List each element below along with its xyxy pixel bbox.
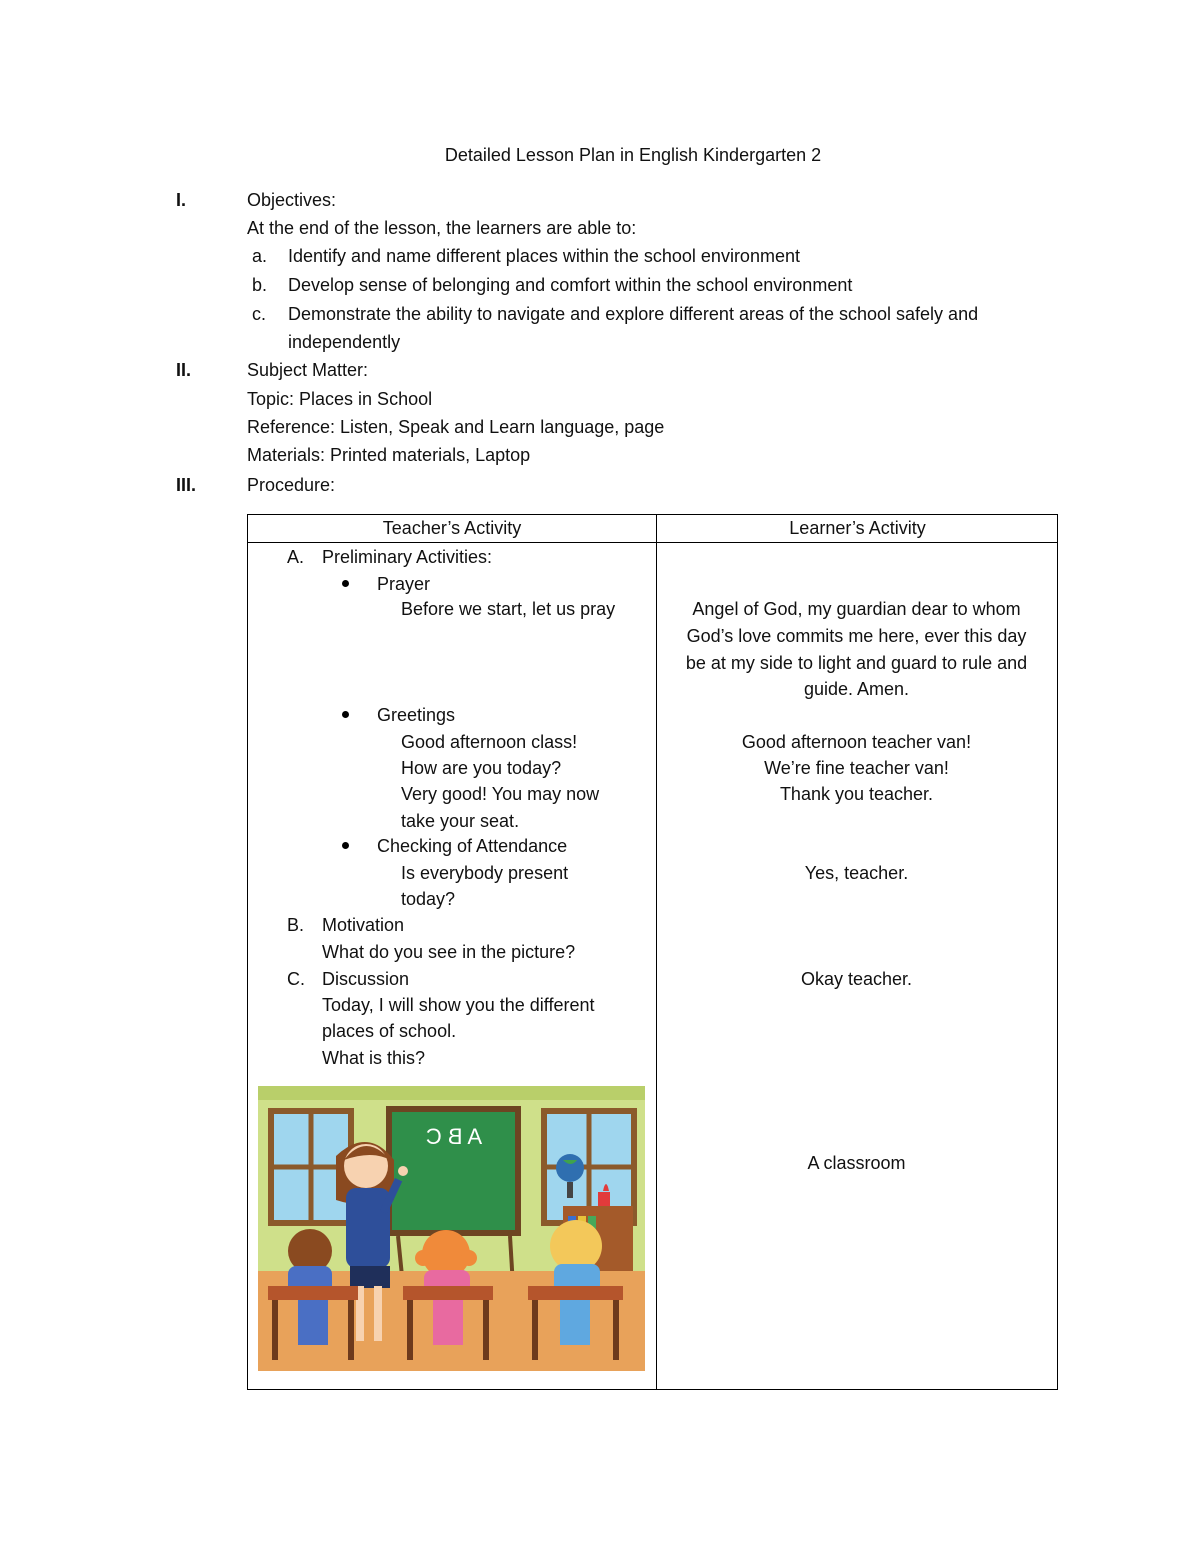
greetings-response-line: We’re fine teacher van! (764, 758, 949, 778)
prayer-response-line: guide. Amen. (803, 679, 910, 699)
objective-letter: a. (252, 246, 268, 266)
objective-item-continuation: independently (288, 332, 401, 352)
section-numeral-subject: II. (176, 360, 192, 380)
objectives-intro: At the end of the lesson, the learners are able to: (247, 218, 637, 238)
subject-topic: Topic: Places in School (247, 389, 433, 409)
motivation-question: What do you see in the picture? (322, 942, 576, 962)
greetings-response-line: Thank you teacher. (779, 784, 934, 804)
discussion-line: places of school. (322, 1021, 457, 1041)
greetings-label: Greetings (377, 705, 456, 725)
objective-item: Identify and name different places within the school environment (288, 246, 800, 266)
bullet-icon (342, 580, 349, 587)
subject-matter-heading: Subject Matter: (247, 360, 369, 380)
preliminary-activities-label: Preliminary Activities: (322, 547, 493, 567)
objective-letter: c. (252, 304, 267, 324)
procedure-heading: Procedure: (247, 475, 336, 495)
discussion-line: Today, I will show you the different (322, 995, 595, 1015)
objectives-heading: Objectives: (247, 190, 337, 210)
objective-letter: b. (252, 275, 268, 295)
attendance-teacher-line: today? (401, 889, 456, 909)
greetings-teacher-line: Good afternoon class! (401, 732, 578, 752)
objective-item: Demonstrate the ability to navigate and explore different areas of the school safely and (288, 304, 979, 324)
bullet-icon (342, 711, 349, 718)
attendance-response: Yes, teacher. (804, 863, 909, 883)
section-letter-b: B. (287, 915, 305, 935)
bullet-icon (342, 842, 349, 849)
section-numeral-objectives: I. (176, 190, 187, 210)
discussion-response: Okay teacher. (800, 969, 913, 989)
board-letters: A B C (425, 1124, 483, 1149)
motivation-label: Motivation (322, 915, 405, 935)
discussion-line: What is this? (322, 1048, 426, 1068)
greetings-teacher-line: How are you today? (401, 758, 562, 778)
subject-materials: Materials: Printed materials, Laptop (247, 445, 531, 465)
section-letter-a: A. (287, 547, 305, 567)
header-divider (248, 542, 1057, 543)
header-learner-activity: Learner’s Activity (789, 518, 926, 538)
prayer-response-line: Angel of God, my guardian dear to whom (692, 599, 1021, 619)
prayer-response-line: God’s love commits me here, ever this day (686, 626, 1027, 646)
prayer-teacher-line: Before we start, let us pray (401, 599, 616, 619)
attendance-label: Checking of Attendance (377, 836, 568, 856)
discussion-label: Discussion (322, 969, 410, 989)
prayer-label: Prayer (377, 574, 431, 594)
section-letter-c: C. (287, 969, 305, 989)
greetings-teacher-line: take your seat. (401, 811, 520, 831)
page-title: Detailed Lesson Plan in English Kindergarten 2 (444, 145, 822, 165)
classroom-answer: A classroom (807, 1153, 906, 1173)
greetings-response-line: Good afternoon teacher van! (741, 732, 972, 752)
classroom-illustration (258, 1086, 645, 1371)
section-numeral-procedure: III. (176, 475, 197, 495)
header-teacher-activity: Teacher’s Activity (382, 518, 522, 538)
attendance-teacher-line: Is everybody present (401, 863, 569, 883)
subject-reference: Reference: Listen, Speak and Learn language, page (247, 417, 665, 437)
objective-item: Develop sense of belonging and comfort within the school environment (288, 275, 853, 295)
greetings-teacher-line: Very good! You may now (401, 784, 600, 804)
prayer-response-line: be at my side to light and guard to rule and (685, 653, 1028, 673)
